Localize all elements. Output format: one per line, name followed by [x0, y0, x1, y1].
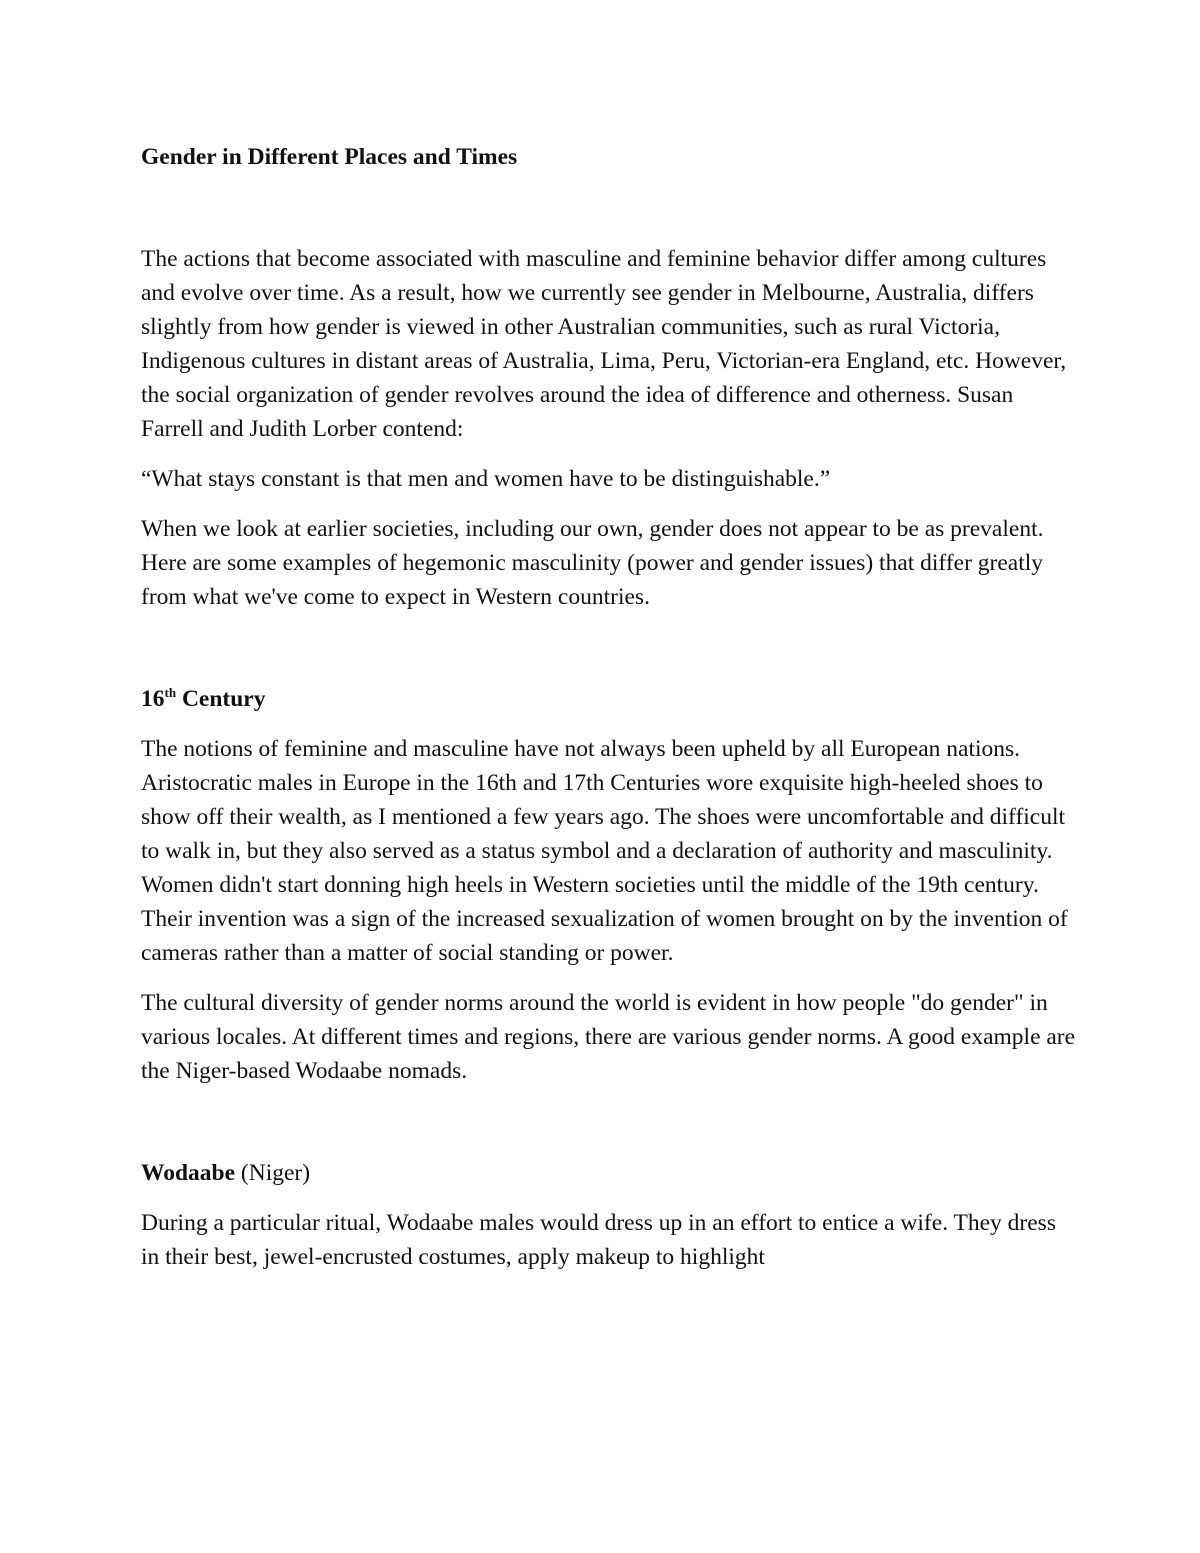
section-16th-paragraph: The notions of feminine and masculine have not always been upheld by all European nations. Aristocratic males in Europe in the 16th and 17th Centuries wore exquisite high-heeled shoes to show off their wealth, as I mentioned a few years ago. The shoes were uncomfortable and difficult to walk in, but they also served as a status symbol and a declaration of authority and masculinity. Women didn't start donning high heels in Western societies until the middle of the 19th century. Their invention was a sign of the increased sexualization of women brought on by the invention of cameras rather than a matter of social standing or power. — [141, 736, 1068, 966]
heading-main: Wodaabe — [141, 1160, 236, 1186]
intro-quote: “What stays constant is that men and women have to be distinguishable.” — [141, 466, 831, 492]
document-title: Gender in Different Places and Times — [141, 144, 518, 170]
heading-ordinal-suffix: th — [164, 685, 177, 700]
heading-word: Century — [176, 686, 266, 712]
intro-paragraph-2: When we look at earlier societies, including our own, gender does not appear to be as prevalent. Here are some examples of hegemonic masculinity (power and gender issues) that differ greatly from what we've come to expect in Western countries. — [141, 516, 1044, 610]
section-heading-16th-century — [141, 682, 1076, 716]
section-wodaabe-paragraph: During a particular ritual, Wodaabe males would dress up in an effort to entice a wife. They dress in their best, jewel-encrusted costumes, apply makeup to highlight — [141, 1210, 1056, 1270]
heading-paren: (Niger) — [235, 1160, 311, 1186]
section-heading-wodaabe — [141, 1156, 1076, 1190]
intro-paragraph: The actions that become associated with masculine and feminine behavior differ among cultures and evolve over time. As a result, how we currently see gender in Melbourne, Australia, differs slightly from how gender is viewed in other Australian communities, such as rural Victoria, Indigenous cultures in distant areas of Australia, Lima, Peru, Victorian-era England, etc. However, the social organization of gender revolves around the idea of difference and otherness. Susan Farrell and Judith Lorber contend: — [141, 246, 1067, 442]
document-body — [141, 140, 1076, 1290]
section-16th-paragraph-2: The cultural diversity of gender norms around the world is evident in how people "do gender" in various locales. At different times and regions, there are various gender norms. A good example are the Niger-based Wodaabe nomads. — [141, 990, 1076, 1084]
section-spacer — [141, 1104, 1076, 1156]
section-spacer — [141, 630, 1076, 682]
heading-number: 16 — [141, 686, 165, 712]
